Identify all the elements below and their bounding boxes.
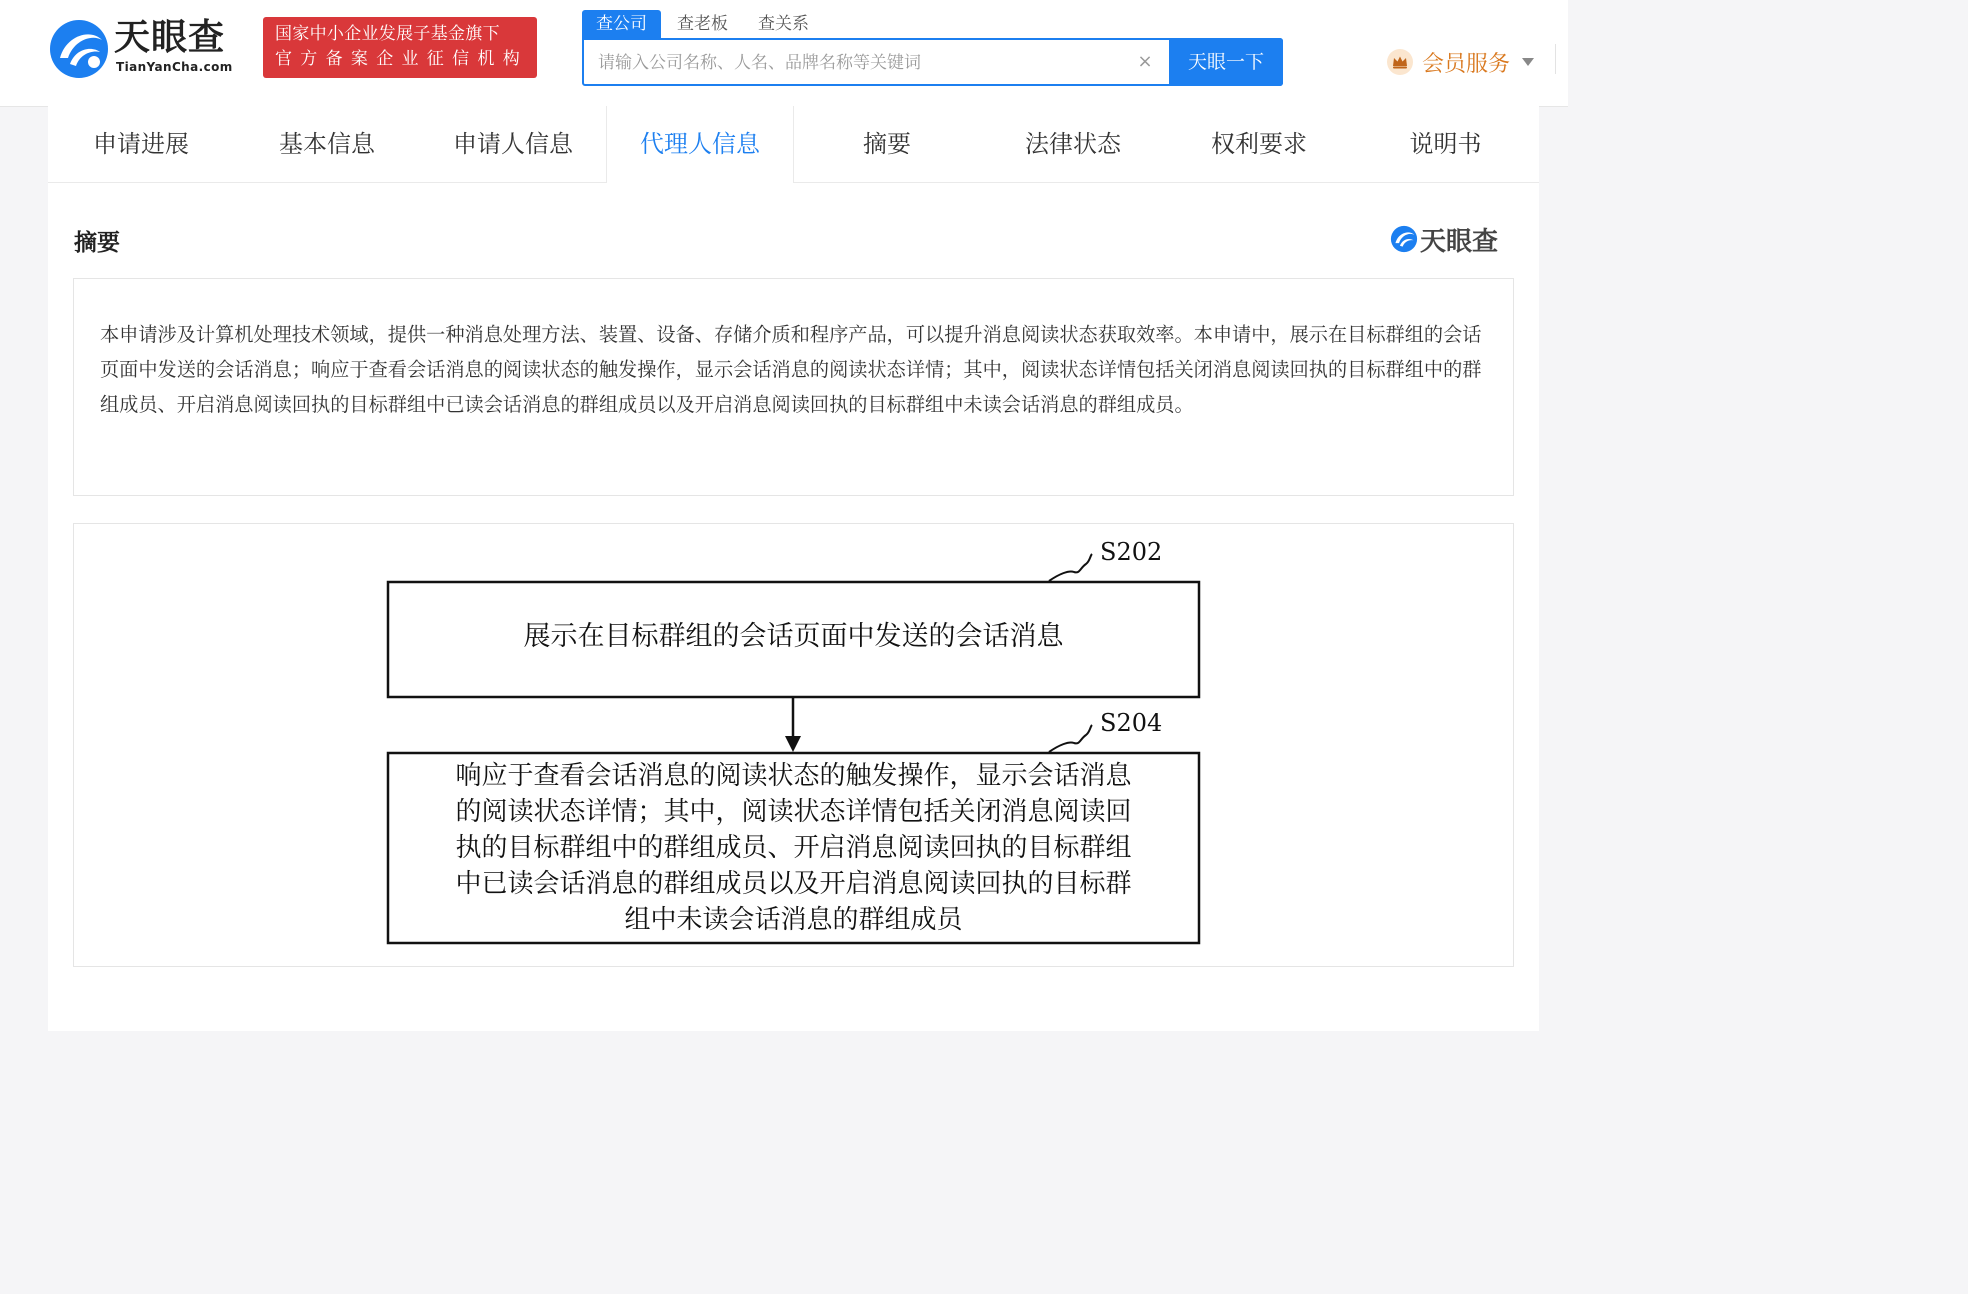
tab-basic-info[interactable]: 基本信息 xyxy=(279,130,375,158)
clear-icon[interactable]: × xyxy=(1137,51,1153,72)
flow-text-line: 响应于查看会话消息的阅读状态的触发操作，显示会话消息 xyxy=(455,761,1132,791)
badge-line-2: 官方备案企业征信机构 xyxy=(275,49,528,69)
crown-icon xyxy=(1386,48,1414,76)
abstract-box xyxy=(73,278,1514,496)
tab-application-progress[interactable]: 申请进展 xyxy=(93,130,189,158)
header-divider xyxy=(1555,44,1556,74)
tianyancha-small-logo-icon xyxy=(1390,225,1418,253)
top-header xyxy=(0,0,1568,107)
official-badge xyxy=(263,17,537,78)
flow-text-s204 xyxy=(390,758,1197,938)
leader-line-s202 xyxy=(1049,554,1092,581)
patent-figure xyxy=(73,523,1514,967)
tab-claims[interactable]: 权利要求 xyxy=(1211,130,1307,158)
search-type-tabs xyxy=(582,10,825,38)
section-title: 摘要 xyxy=(74,230,120,256)
flow-text-line: 执的目标群组中的群组成员、开启消息阅读回执的目标群组 xyxy=(455,833,1132,863)
tab-applicant-info[interactable]: 申请人信息 xyxy=(453,130,573,158)
step-label-s202: S202 xyxy=(1100,538,1163,566)
tianyancha-logo-icon xyxy=(48,18,110,80)
tab-agent-info[interactable]: 代理人信息 xyxy=(606,106,794,183)
flow-arrow-head xyxy=(785,736,801,752)
flow-text-line: 中已读会话消息的群组成员以及开启消息阅读回执的目标群 xyxy=(455,869,1132,899)
watermark-text: 天眼查 xyxy=(1420,226,1499,257)
patent-nav-tabs xyxy=(48,106,1539,183)
search-button[interactable]: 天眼一下 xyxy=(1169,38,1283,86)
badge-line-1: 国家中小企业发展子基金旗下 xyxy=(275,24,500,44)
search-input[interactable] xyxy=(596,48,1120,78)
leader-line-s204 xyxy=(1049,725,1092,752)
search-tab-boss[interactable]: 查老板 xyxy=(677,14,728,34)
step-label-s204: S204 xyxy=(1100,709,1163,737)
tab-specification[interactable]: 说明书 xyxy=(1409,130,1482,158)
search-tab-company[interactable]: 查公司 xyxy=(582,10,661,38)
search-tab-relation[interactable]: 查关系 xyxy=(758,14,809,34)
flow-text-line: 的阅读状态详情；其中，阅读状态详情包括关闭消息阅读回 xyxy=(455,797,1132,827)
member-service-label: 会员服务 xyxy=(1422,51,1511,77)
tab-legal-status[interactable]: 法律状态 xyxy=(1025,130,1121,158)
watermark-logo xyxy=(1390,222,1498,256)
patent-detail-card xyxy=(48,106,1539,1031)
logo-text-en: TianYanCha.com xyxy=(116,60,233,74)
logo-text-cn: 天眼查 xyxy=(114,17,226,58)
tab-abstract[interactable]: 摘要 xyxy=(863,130,911,158)
chevron-down-icon xyxy=(1522,58,1534,66)
site-logo[interactable] xyxy=(48,18,248,80)
flow-text-s202: 展示在目标群组的会话页面中发送的会话消息 xyxy=(523,621,1064,652)
abstract-text: 本申请涉及计算机处理技术领域，提供一种消息处理方法、装置、设备、存储介质和程序产品，可以提升消息阅读状态获取效率。本申请中，展示在目标群组的会话页面中发送的会话消息；响应于查看会话消息的阅读状态的触发操作，显示会话消息的阅读状态详情；其中，阅读状态详情包括关闭消息阅读回执的目标群组中的群组成员、开启消息阅读回执的目标群组中已读会话消息的群组成员以及开启消息阅读回执的目标群组中未读会话消息的群组成员。 xyxy=(100,323,1482,416)
search-box xyxy=(582,38,1283,86)
flow-text-line: 组中未读会话消息的群组成员 xyxy=(624,905,963,935)
member-service-menu[interactable] xyxy=(1386,44,1534,80)
